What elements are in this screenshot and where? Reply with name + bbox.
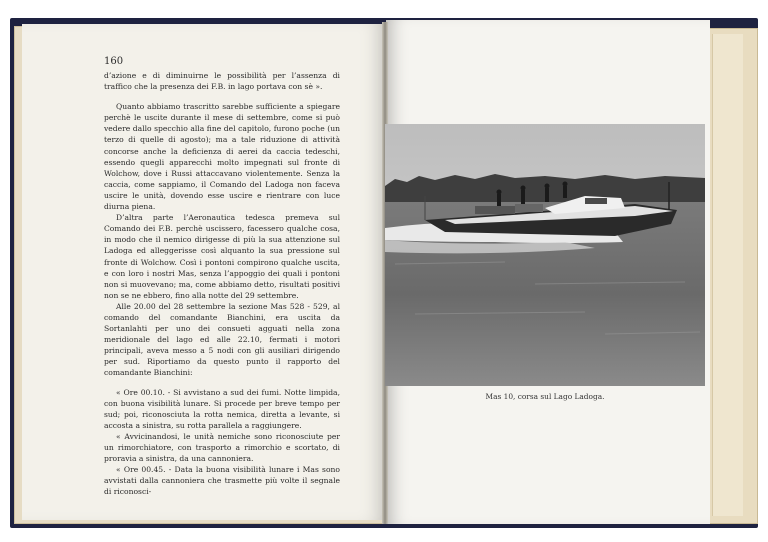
boat-photo-graphic (385, 124, 705, 386)
left-page-text (104, 70, 340, 497)
paragraph: « Ore 00.10. - Si avvistano a sud dei fumi. Notte limpida, con buona visibilità lunare. Si procede per breve tempo per sud; poi, riconosciuta la rotta nemica, diretta a levante, si accosta a sinistra, su rotta parallela a raggiungere. (104, 387, 340, 430)
paragraph: Alle 20.00 del 28 settembre la sezione Mas 528 - 529, al comando del comandante Bianchini, era uscita da Sortanlahti per uno dei consueti agguati nella zona meridionale del lago ed alle 22.10, fermati i motori principali, aveva messo a 5 nodi con gli ausiliari dirigendo per sud. Riportiamo da questo punto il rapporto del comandante Bianchini: (104, 301, 340, 378)
paragraph: Quanto abbiamo trascritto sarebbe sufficiente a spiegare perchè le uscite durante il mese di settembre, come si può vedere dallo specchio alla fine del capitolo, furono poche (un terzo di quelle di agosto); ma a tale riduzione di attività concorse anche la deficienza di aerei da caccia tedeschi, essendo quegli apparecchi molto impegnati sul fronte di Wolchow, dove i Russi attaccavano violentemente. Senza la caccia, come sappiamo, il Comando del Ladoga non faceva uscire le unità, dovendo esse uscire e rientrare con luce diurna piena. (104, 102, 340, 212)
paragraph: d’azione e di diminuirne le possibilità per l’assenza di traffico che la presenza dei F.B. in lago portava con sè ». (104, 71, 340, 92)
paragraph: D’altra parte l’Aeronautica tedesca premeva sul Comando dei F.B. perchè uscissero, facessero qualche cosa, in modo che il nemico dirigesse di più la sua attenzione sul Ladoga ed alleggerisse così alquanto la sua pressione sul fronte di Wolchow. Così i pontoni compirono qualche uscita, e con loro i nostri Mas, senza l’appoggio dei quali i pontoni non si muovevano; ma, come abbiamo detto, risultati positivi non se ne ebbero, fino alla notte del 29 settembre. (104, 213, 340, 300)
paragraph: « Avvicinandosi, le unità nemiche sono riconosciute per un rimorchiatore, con trasporto a rimorchio e scortato, di proravia a sinistra, da una cannoniera. (104, 431, 340, 464)
page-number: 160 (104, 56, 124, 67)
paragraph: « Ore 00.45. - Data la buona visibilità lunare i Mas sono avvistati dalla cannoniera che trasmette più volte il segnale di riconosci- (104, 465, 340, 497)
boat-photo (385, 124, 705, 386)
page-edges-right-inner (712, 34, 743, 516)
photo-caption: Mas 10, corsa sul Lago Ladoga. (485, 392, 605, 401)
